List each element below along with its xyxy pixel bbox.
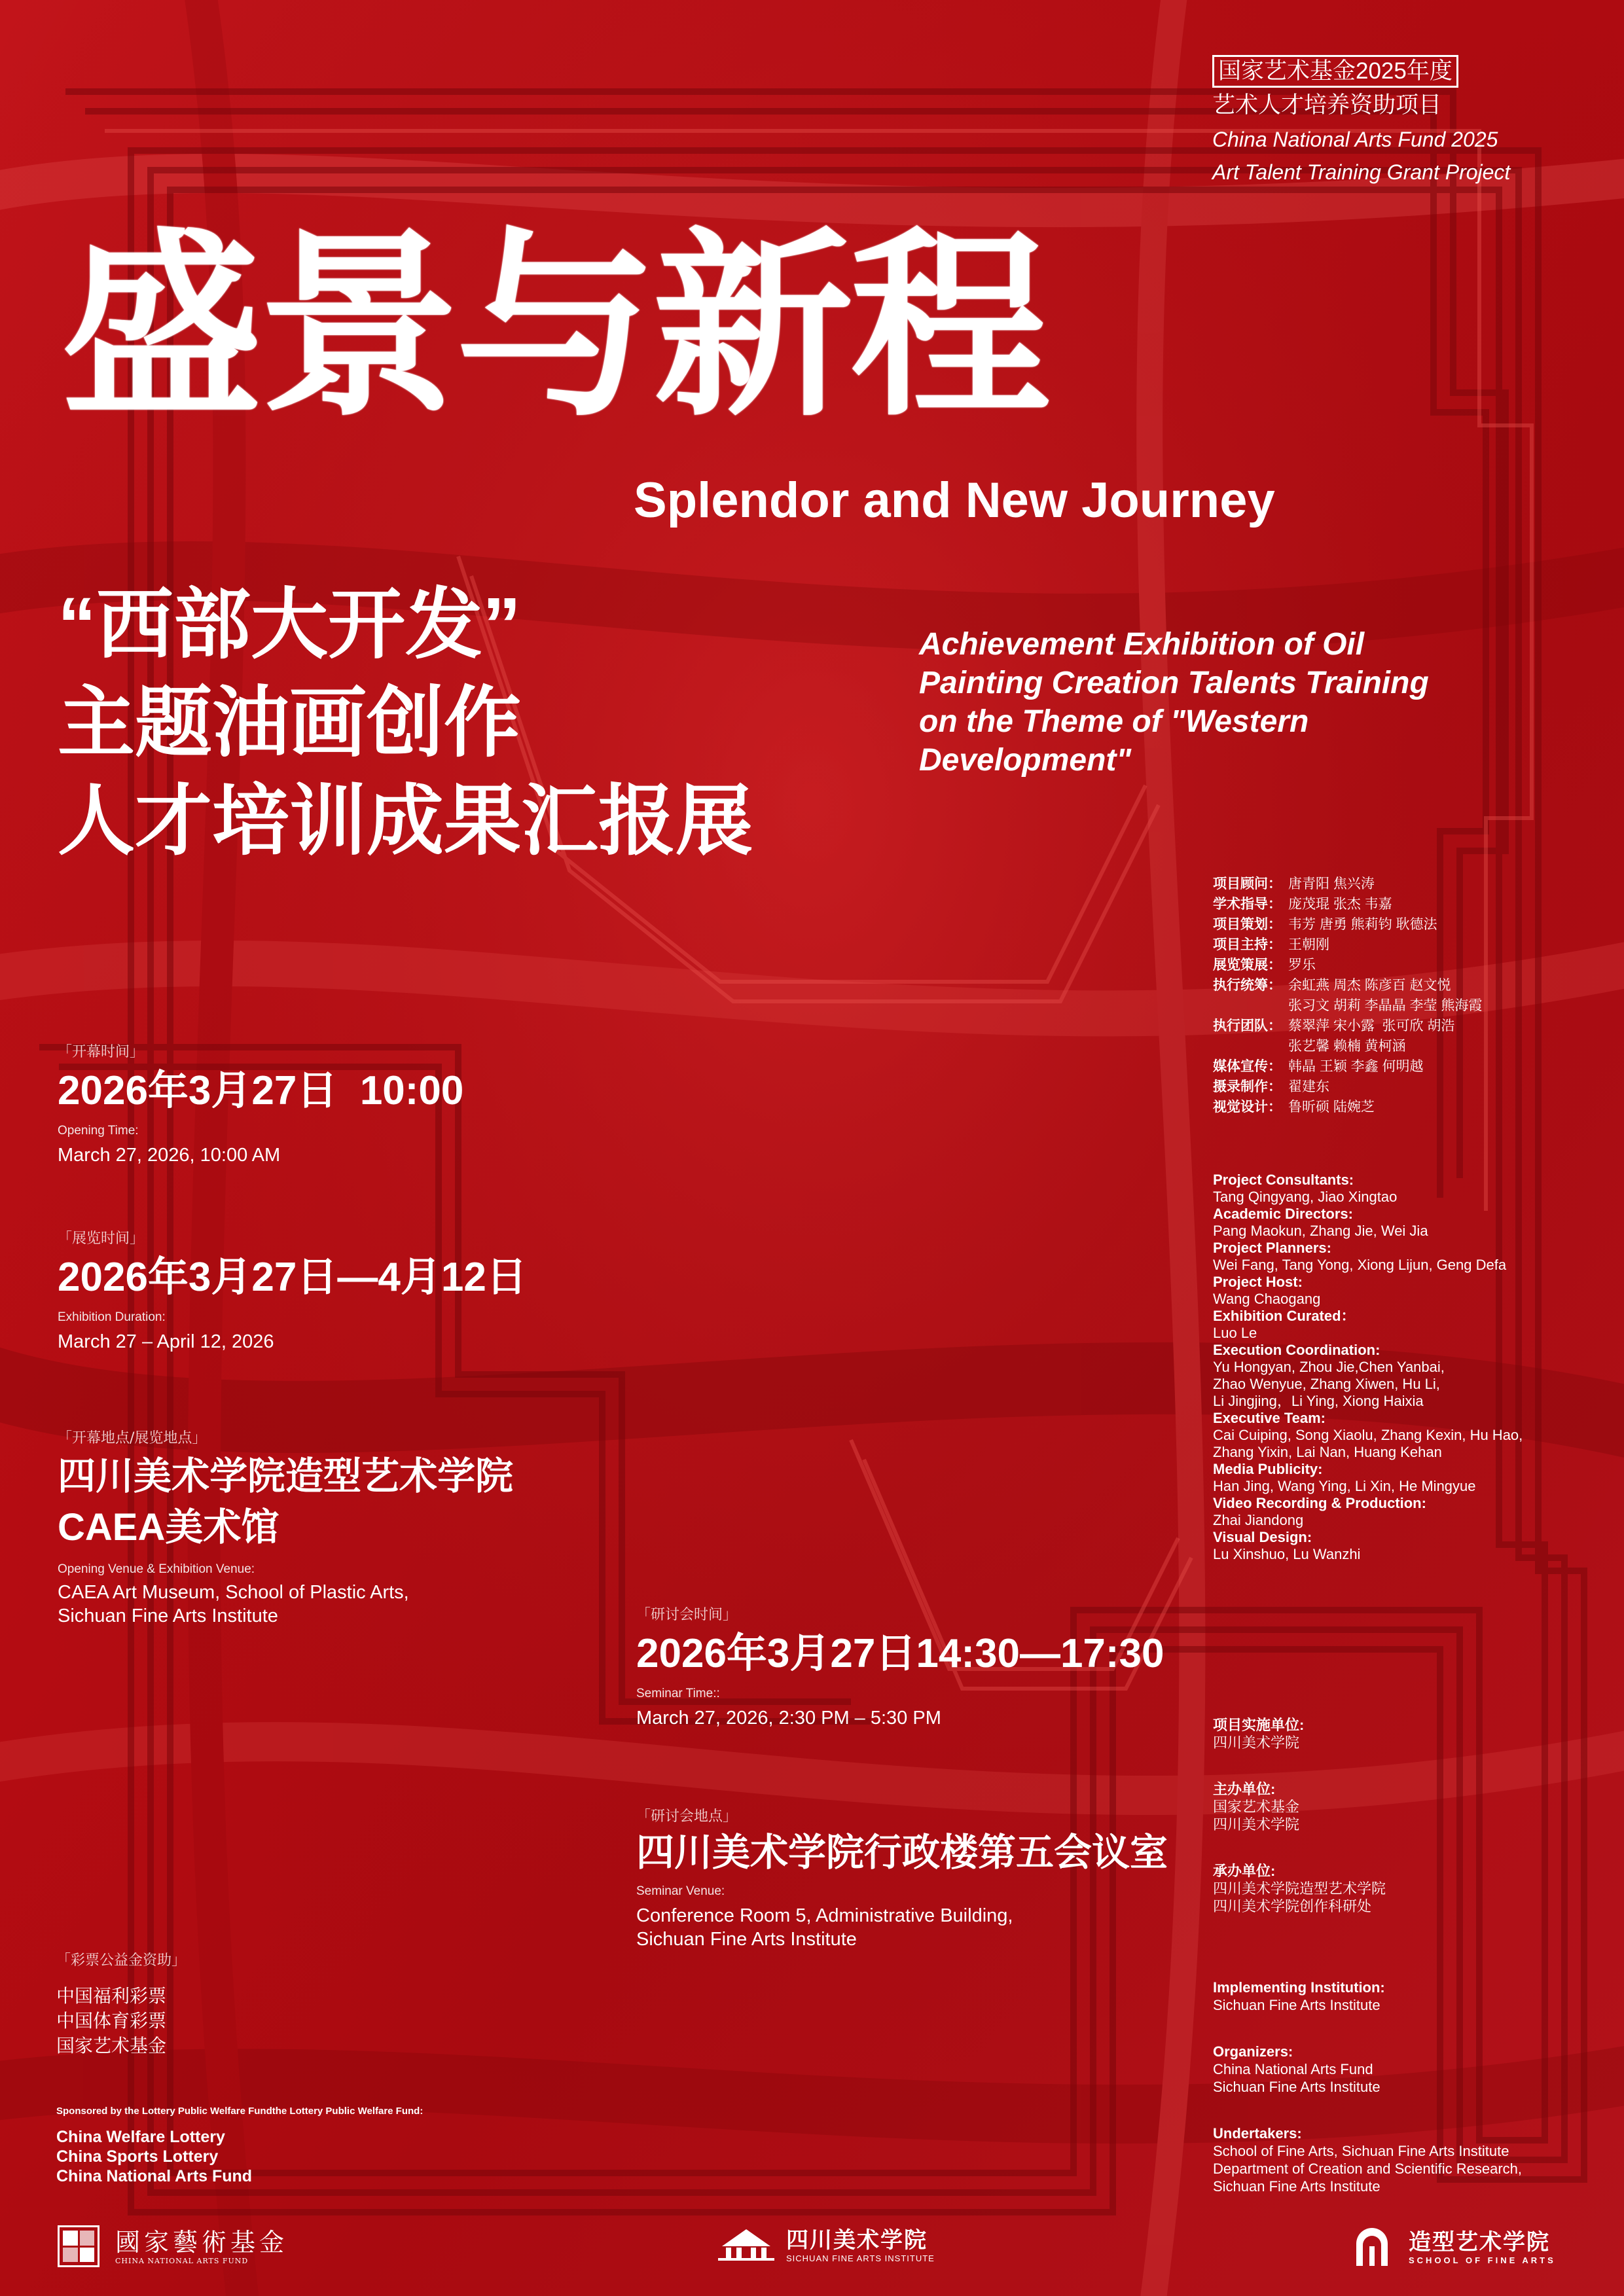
credit-en-value: Zhang Yixin, Lai Nan, Huang Kehan <box>1213 1444 1442 1460</box>
credit-en-value: Han Jing, Wang Ying, Li Xin, He Mingyue <box>1213 1478 1476 1494</box>
credit-en-group <box>1213 1342 1523 1410</box>
unit-cn-group <box>1213 1780 1386 1833</box>
credit-en-value: Yu Hongyan, Zhou Jie,Chen Yanbai, <box>1213 1359 1445 1375</box>
credit-cn-row <box>1213 874 1482 894</box>
duration-en-label: Exhibition Duration: <box>58 1310 166 1324</box>
seminar-time-value: 2026年3月27日14:30—17:30 <box>636 1631 1164 1676</box>
unit-en-label: Organizers: <box>1213 2043 1293 2060</box>
grant-line-1: 国家艺术基金2025年度 <box>1212 55 1458 88</box>
credit-cn-label: 学术指导： <box>1213 897 1282 912</box>
credit-cn-value: 张习文 胡莉 李晶晶 李莹 熊海霞 <box>1288 998 1483 1013</box>
grant-en-2: Art Talent Training Grant Project <box>1212 160 1511 184</box>
unit-en-label: Undertakers: <box>1213 2125 1302 2142</box>
unit-en-group <box>1213 2043 1522 2096</box>
duration-value: 2026年3月27日—4月12日 <box>58 1255 527 1300</box>
fund-logo-en: CHINA NATIONAL ARTS FUND <box>115 2256 249 2265</box>
units-cn <box>1213 1716 1386 1915</box>
subtitle-cn <box>58 576 753 870</box>
unit-en-value: Sichuan Fine Arts Institute <box>1213 1997 1380 2013</box>
sfai-logo-cn: 四川美术学院 <box>786 2227 928 2253</box>
credit-en-value: Wang Chaogang <box>1213 1291 1321 1307</box>
venue-block <box>58 1427 513 1628</box>
grant-line-2: 艺术人才培养资助项目 <box>1212 92 1442 118</box>
credit-cn-value: 翟建东 <box>1288 1079 1329 1094</box>
unit-en-value: Sichuan Fine Arts Institute <box>1213 2178 1380 2195</box>
credit-en-label: Project Planners: <box>1213 1240 1331 1256</box>
subtitle-en-line-3: on the Theme of "Western <box>919 704 1309 739</box>
venue-en-value-1: CAEA Art Museum, School of Plastic Arts, <box>58 1582 409 1603</box>
fund-logo-cn: 國家藝術基金 <box>115 2227 289 2257</box>
lottery-item-1: 中国福利彩票 <box>56 1986 167 2006</box>
lottery-en-item-3: China National Arts Fund <box>56 2167 253 2185</box>
credits-cn <box>1213 874 1482 1117</box>
credit-cn-label: 执行团队： <box>1213 1018 1282 1033</box>
venue-en-value-2: Sichuan Fine Arts Institute <box>58 1605 278 1626</box>
seminar-venue-block <box>636 1805 1168 1951</box>
credit-en-label: Execution Coordination: <box>1213 1342 1380 1358</box>
unit-cn-label: 项目实施单位: <box>1213 1717 1305 1733</box>
seminar-venue-tag: 「研讨会地点」 <box>636 1808 738 1825</box>
unit-cn-value: 四川美术学院创作科研处 <box>1213 1898 1372 1914</box>
unit-cn-label: 承办单位: <box>1213 1863 1276 1879</box>
credit-en-value: Pang Maokun, Zhang Jie, Wei Jia <box>1213 1223 1428 1239</box>
unit-cn-group <box>1213 1862 1386 1915</box>
credit-cn-label: 展览策展： <box>1213 958 1282 973</box>
credit-cn-value: 余虹燕 周杰 陈彦百 赵文悦 <box>1288 978 1451 993</box>
credit-en-value: Li Jingjing，Li Ying, Xiong Haixia <box>1213 1393 1424 1409</box>
unit-en-label: Implementing Institution: <box>1213 1979 1385 1996</box>
unit-cn-group <box>1213 1716 1386 1751</box>
main-title-en: Splendor and New Journey <box>634 473 1275 528</box>
credit-en-group <box>1213 1274 1523 1308</box>
credit-cn-label: 视觉设计： <box>1213 1100 1282 1115</box>
credit-cn-label <box>1213 996 1288 1016</box>
credit-en-label: Project Host: <box>1213 1274 1303 1290</box>
unit-en-value: Department of Creation and Scientific Research, <box>1213 2161 1523 2177</box>
credit-en-value: Lu Xinshuo, Lu Wanzhi <box>1213 1546 1361 1562</box>
unit-en-group <box>1213 1979 1522 2014</box>
credit-en-group <box>1213 1308 1523 1342</box>
credit-en-group <box>1213 1172 1523 1206</box>
credit-en-value: Wei Fang, Tang Yong, Xiong Lijun, Geng Defa <box>1213 1257 1507 1273</box>
credit-cn-label: 项目顾问： <box>1213 876 1282 891</box>
credit-cn-row <box>1213 1016 1482 1036</box>
unit-en-group <box>1213 2125 1522 2195</box>
credit-en-label: Academic Directors: <box>1213 1206 1353 1222</box>
logo-school-of-fine-arts <box>1352 2227 1556 2267</box>
credit-en-label: Visual Design: <box>1213 1529 1312 1545</box>
credit-en-group <box>1213 1410 1523 1461</box>
unit-cn-value: 四川美术学院造型艺术学院 <box>1213 1880 1386 1897</box>
credit-cn-row <box>1213 1077 1482 1097</box>
credit-cn-row <box>1213 894 1482 914</box>
unit-cn-value: 国家艺术基金 <box>1213 1799 1300 1815</box>
credit-cn-row <box>1213 914 1482 935</box>
duration-tag: 「展览时间」 <box>58 1230 145 1247</box>
credits-en <box>1213 1172 1523 1563</box>
credit-en-label: Exhibition Curated： <box>1213 1308 1356 1324</box>
credit-en-value: Luo Le <box>1213 1325 1257 1341</box>
credit-cn-value: 庞茂琨 张杰 韦嘉 <box>1288 897 1392 912</box>
credit-en-label: Media Publicity: <box>1213 1461 1323 1477</box>
credit-cn-row <box>1213 935 1482 955</box>
seminar-time-block <box>636 1604 1164 1735</box>
credit-en-group <box>1213 1529 1523 1563</box>
credit-cn-label: 项目主持： <box>1213 937 1282 952</box>
grant-en-1: China National Arts Fund 2025 <box>1212 128 1498 151</box>
credit-en-group <box>1213 1206 1523 1240</box>
credit-en-value: Cai Cuiping, Song Xiaolu, Zhang Kexin, Hu Hao, <box>1213 1427 1523 1443</box>
subtitle-en-line-1: Achievement Exhibition of Oil <box>919 627 1365 662</box>
lottery-block <box>56 1949 423 2186</box>
seminar-venue-value: 四川美术学院行政楼第五会议室 <box>636 1831 1168 1874</box>
credit-cn-row <box>1213 1097 1482 1117</box>
unit-en-value: School of Fine Arts, Sichuan Fine Arts Institute <box>1213 2143 1509 2159</box>
logo-china-national-arts-fund <box>58 2225 288 2267</box>
seminar-venue-en-value-1: Conference Room 5, Administrative Building, <box>636 1905 1013 1926</box>
main-title-cn: 盛景与新程 <box>62 215 1047 439</box>
seminar-time-en-label: Seminar Time:: <box>636 1687 720 1700</box>
credit-en-group <box>1213 1495 1523 1529</box>
credit-cn-value: 韦芳 唐勇 熊莉钧 耿德法 <box>1288 917 1437 932</box>
lottery-en-item-2: China Sports Lottery <box>56 2147 219 2166</box>
subtitle-en-line-2: Painting Creation Talents Training <box>919 666 1429 700</box>
credit-cn-row <box>1213 975 1482 996</box>
credit-en-value: Tang Qingyang, Jiao Xingtao <box>1213 1189 1398 1205</box>
credit-cn-row <box>1213 1036 1482 1056</box>
subtitle-cn-line-1: “西部大开发” <box>58 582 522 668</box>
credit-cn-label <box>1213 1036 1288 1056</box>
credit-cn-row <box>1213 1056 1482 1077</box>
credit-cn-label: 媒体宣传： <box>1213 1059 1282 1074</box>
credit-cn-label: 项目策划： <box>1213 917 1282 932</box>
unit-cn-value: 四川美术学院 <box>1213 1734 1300 1751</box>
subtitle-en <box>919 625 1429 780</box>
school-logo-cn: 造型艺术学院 <box>1409 2229 1550 2255</box>
school-logo-en: SCHOOL OF FINE ARTS <box>1409 2255 1556 2265</box>
venue-tag: 「开幕地点/展览地点」 <box>58 1430 207 1446</box>
units-en <box>1213 1979 1522 2195</box>
credit-cn-value: 韩晶 王颖 李鑫 何明越 <box>1288 1059 1424 1074</box>
opening-time-en-value: March 27, 2026, 10:00 AM <box>58 1145 281 1166</box>
grant-block <box>1212 55 1510 188</box>
duration-en-value: March 27 – April 12, 2026 <box>58 1331 274 1352</box>
unit-cn-label: 主办单位: <box>1213 1781 1276 1797</box>
credit-en-group <box>1213 1461 1523 1495</box>
seminar-venue-en-label: Seminar Venue: <box>636 1884 725 1898</box>
venue-en-label: Opening Venue & Exhibition Venue: <box>58 1562 255 1576</box>
seminar-time-tag: 「研讨会时间」 <box>636 1607 738 1623</box>
credit-en-value: Zhao Wenyue, Zhang Xiwen, Hu Li, <box>1213 1376 1440 1392</box>
opening-time-tag: 「开幕时间」 <box>58 1044 145 1060</box>
unit-en-value: China National Arts Fund <box>1213 2061 1373 2077</box>
seminar-time-en-value: March 27, 2026, 2:30 PM – 5:30 PM <box>636 1708 941 1729</box>
credit-cn-value: 罗乐 <box>1288 958 1316 973</box>
lottery-tag: 「彩票公益金资助」 <box>56 1952 187 1969</box>
lottery-en-label: Sponsored by the Lottery Public Welfare Fundthe Lottery Public Welfare Fund: <box>56 2106 424 2117</box>
unit-en-value: Sichuan Fine Arts Institute <box>1213 2079 1380 2095</box>
duration-block <box>58 1227 527 1359</box>
fund-seal-icon <box>58 2225 99 2267</box>
seminar-venue-en-value-2: Sichuan Fine Arts Institute <box>636 1929 857 1950</box>
credit-en-value: Zhai Jiandong <box>1213 1512 1304 1528</box>
venue-value-2: CAEA美术馆 <box>58 1506 280 1549</box>
credit-en-label: Video Recording & Production: <box>1213 1495 1426 1511</box>
credit-cn-value: 唐青阳 焦兴涛 <box>1288 876 1375 891</box>
unit-cn-value: 四川美术学院 <box>1213 1816 1300 1833</box>
credit-cn-label: 执行统筹： <box>1213 978 1282 993</box>
lottery-en-item-1: China Welfare Lottery <box>56 2128 225 2146</box>
credit-cn-row <box>1213 996 1482 1016</box>
subtitle-cn-line-3: 人才培训成果汇报展 <box>58 778 753 865</box>
credit-en-label: Project Consultants: <box>1213 1172 1354 1188</box>
school-arch-icon <box>1352 2227 1392 2267</box>
opening-time-en-label: Opening Time: <box>58 1124 139 1138</box>
logo-sichuan-fine-arts-institute <box>715 2227 935 2263</box>
opening-time-block <box>58 1041 463 1172</box>
sfai-building-icon <box>715 2227 777 2263</box>
sfai-logo-en: SICHUAN FINE ARTS INSTITUTE <box>786 2253 935 2263</box>
lottery-item-3: 国家艺术基金 <box>56 2036 167 2056</box>
credit-cn-row <box>1213 955 1482 975</box>
credit-cn-value: 张艺馨 赖楠 黄柯涵 <box>1288 1039 1406 1054</box>
credit-cn-label: 摄录制作： <box>1213 1079 1282 1094</box>
subtitle-en-line-4: Development" <box>919 743 1132 778</box>
subtitle-cn-line-2: 主题油画创作 <box>58 680 522 766</box>
credit-cn-value: 蔡翠萍 宋小露 张可欣 胡浩 <box>1288 1018 1455 1033</box>
credit-cn-value: 鲁昕硕 陆婉芝 <box>1288 1100 1375 1115</box>
opening-time-value: 2026年3月27日 10:00 <box>58 1068 464 1113</box>
credit-en-label: Executive Team: <box>1213 1410 1326 1426</box>
credit-cn-value: 王朝刚 <box>1288 937 1329 952</box>
credit-en-group <box>1213 1240 1523 1274</box>
venue-value-1: 四川美术学院造型艺术学院 <box>58 1455 514 1498</box>
lottery-item-2: 中国体育彩票 <box>56 2011 167 2031</box>
